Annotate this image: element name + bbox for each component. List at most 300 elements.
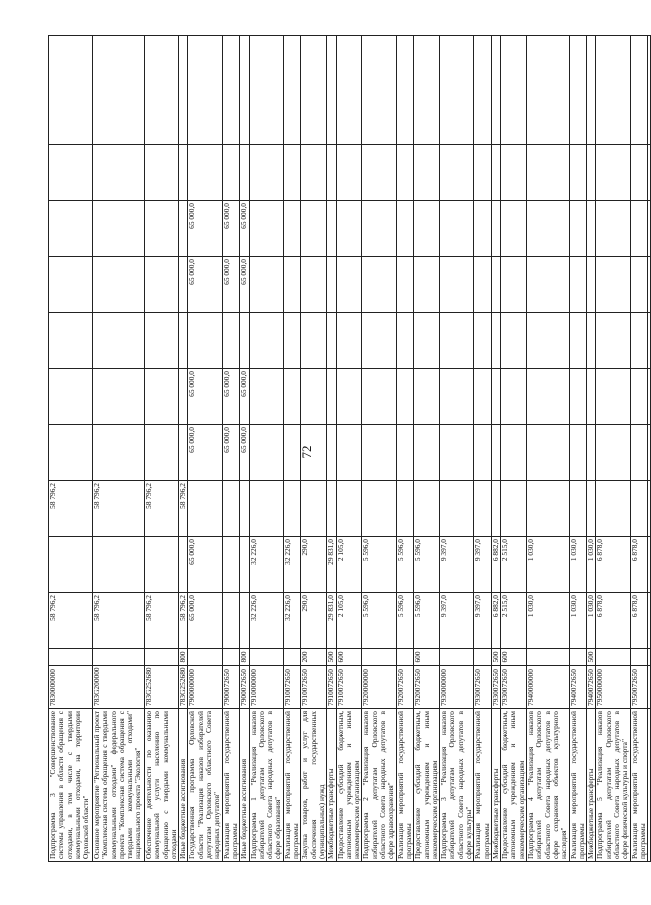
cell-c4 [474, 425, 492, 481]
table-row [249, 36, 283, 862]
cell-code: 7930072650 [474, 666, 492, 709]
cell-c2: 5 596,0 [414, 537, 440, 593]
cell-c7: 65 000,0 [188, 257, 222, 313]
cell-c3 [440, 481, 474, 537]
cell-blank [474, 36, 492, 145]
cell-c3 [240, 481, 249, 537]
table-row [283, 36, 301, 862]
cell-c4 [396, 425, 414, 481]
cell-c7 [327, 257, 336, 313]
cell-c7 [414, 257, 440, 313]
cell-code: 7910072650 [283, 666, 301, 709]
cell-c2: 6 878,0 [630, 537, 648, 593]
cell-c2: 1 030,0 [587, 537, 596, 593]
cell-blank [327, 36, 336, 145]
cell-c4 [569, 425, 587, 481]
cell-blank [587, 36, 596, 145]
cell-c4 [301, 425, 327, 481]
cell-c2 [145, 537, 179, 593]
cell-c6 [301, 313, 327, 369]
cell-blank [648, 481, 651, 537]
cell-c6 [240, 313, 249, 369]
cell-blank [188, 36, 222, 145]
cell-c1: 58 796,2 [145, 593, 179, 649]
cell-code: 7950072650 [630, 666, 648, 709]
cell-c3 [474, 481, 492, 537]
cell-c8 [249, 201, 283, 257]
cell-c1: 58 796,2 [49, 593, 93, 649]
cell-c9 [179, 145, 188, 201]
cell-blank [491, 36, 500, 145]
cell-blank [596, 36, 630, 145]
cell-c9 [527, 145, 569, 201]
cell-c3 [301, 481, 327, 537]
cell-c6 [249, 313, 283, 369]
cell-c9 [630, 145, 648, 201]
cell-c8 [145, 201, 179, 257]
cell-c5 [414, 369, 440, 425]
cell-c2: 2 105,0 [336, 537, 362, 593]
cell-c7 [396, 257, 414, 313]
cell-c4 [527, 425, 569, 481]
cell-c6 [527, 313, 569, 369]
cell-c5 [474, 369, 492, 425]
cell-c7 [501, 257, 527, 313]
cell-c9 [301, 145, 327, 201]
cell-name: Реализация мероприятий государственной программы [222, 709, 240, 862]
cell-name: Межбюджетные трансферты [327, 709, 336, 862]
cell-c4: 65 000,0 [188, 425, 222, 481]
cell-vr [474, 649, 492, 666]
cell-blank [222, 36, 240, 145]
cell-name: Подпрограмма 5 "Реализация наказов избирателей депутатам Орловского областного Совета народных депутатов в сфере физической культуры и спорта" [596, 709, 630, 862]
cell-c2: 9 397,0 [474, 537, 492, 593]
cell-c4 [145, 425, 179, 481]
cell-c8: 65 000,0 [188, 201, 222, 257]
cell-c7 [362, 257, 396, 313]
cell-vr: 800 [240, 649, 249, 666]
cell-vr [145, 649, 179, 666]
cell-c1: 5 596,0 [396, 593, 414, 649]
cell-c1: 32 226,0 [283, 593, 301, 649]
cell-c1: 1 030,0 [587, 593, 596, 649]
cell-c5 [569, 369, 587, 425]
cell-code: 7920072650 [396, 666, 414, 709]
cell-c1: 5 596,0 [362, 593, 396, 649]
cell-blank [648, 313, 651, 369]
cell-code: 7930000000 [440, 666, 474, 709]
cell-c5 [362, 369, 396, 425]
cell-c4 [283, 425, 301, 481]
cell-c8: 65 000,0 [222, 201, 240, 257]
cell-vr [569, 649, 587, 666]
cell-code: 783G252680 [179, 666, 188, 709]
cell-c6 [179, 313, 188, 369]
cell-blank [440, 36, 474, 145]
cell-c3 [336, 481, 362, 537]
cell-c6 [93, 313, 145, 369]
cell-c1 [222, 593, 240, 649]
cell-vr: 600 [336, 649, 362, 666]
table-row [527, 36, 569, 862]
cell-vr [283, 649, 301, 666]
cell-code: 7920000000 [362, 666, 396, 709]
cell-c1: 1 030,0 [569, 593, 587, 649]
cell-c9 [249, 145, 283, 201]
cell-vr: 600 [501, 649, 527, 666]
cell-c3 [596, 481, 630, 537]
cell-c9 [336, 145, 362, 201]
cell-c1: 6 882,0 [491, 593, 500, 649]
cell-c2: 32 226,0 [249, 537, 283, 593]
table-row [396, 36, 414, 862]
budget-table [48, 35, 651, 862]
cell-c7 [145, 257, 179, 313]
cell-vr: 200 [301, 649, 327, 666]
table-row [301, 36, 327, 862]
cell-c9 [222, 145, 240, 201]
cell-c7 [596, 257, 630, 313]
cell-c5 [587, 369, 596, 425]
cell-c9 [501, 145, 527, 201]
cell-c1: 290,0 [301, 593, 327, 649]
cell-blank [527, 36, 569, 145]
cell-c2: 290,0 [301, 537, 327, 593]
cell-c6 [222, 313, 240, 369]
cell-c1: 58 796,2 [179, 593, 188, 649]
cell-c5: 65 000,0 [240, 369, 249, 425]
cell-c6 [474, 313, 492, 369]
cell-c2: 29 831,0 [327, 537, 336, 593]
cell-c8 [336, 201, 362, 257]
cell-c4 [596, 425, 630, 481]
cell-c3 [283, 481, 301, 537]
cell-code: 7830000000 [49, 666, 93, 709]
cell-c4 [249, 425, 283, 481]
cell-blank [648, 201, 651, 257]
table-row [474, 36, 492, 862]
cell-c6 [596, 313, 630, 369]
table-row [336, 36, 362, 862]
cell-c3 [630, 481, 648, 537]
cell-c3: 58 796,2 [93, 481, 145, 537]
cell-c8 [283, 201, 301, 257]
cell-c8 [93, 201, 145, 257]
cell-c1: 32 226,0 [249, 593, 283, 649]
cell-c7 [474, 257, 492, 313]
rotated-page [48, 36, 647, 862]
cell-c5 [596, 369, 630, 425]
cell-code: 7930072650 [491, 666, 500, 709]
cell-c7 [527, 257, 569, 313]
cell-c5: 65 000,0 [222, 369, 240, 425]
cell-blank [648, 709, 651, 862]
page-number: 72 [299, 445, 314, 459]
cell-c5 [336, 369, 362, 425]
cell-name: Реализация мероприятий государственной программы [474, 709, 492, 862]
cell-c1: 9 397,0 [440, 593, 474, 649]
cell-vr [49, 649, 93, 666]
cell-vr [596, 649, 630, 666]
cell-c7: 65 000,0 [240, 257, 249, 313]
table-row [240, 36, 249, 862]
cell-blank [648, 369, 651, 425]
cell-c2: 9 397,0 [440, 537, 474, 593]
cell-c3 [327, 481, 336, 537]
cell-blank [249, 36, 283, 145]
cell-c6 [336, 313, 362, 369]
cell-c5: 65 000,0 [188, 369, 222, 425]
cell-c1: 58 796,2 [93, 593, 145, 649]
cell-c5 [327, 369, 336, 425]
cell-c2 [49, 537, 93, 593]
cell-c5 [301, 369, 327, 425]
cell-code: 783G252680 [145, 666, 179, 709]
cell-name: Закупка товаров, работ и услуг для обеспечения государственных (муниципальных) нужд [301, 709, 327, 862]
cell-blank [648, 537, 651, 593]
cell-c7 [93, 257, 145, 313]
cell-c9 [596, 145, 630, 201]
cell-c3 [222, 481, 240, 537]
cell-name: Реализация мероприятий государственной программы [630, 709, 648, 862]
cell-c3 [396, 481, 414, 537]
cell-c1: 6 878,0 [596, 593, 630, 649]
cell-c9 [327, 145, 336, 201]
table-row [440, 36, 474, 862]
cell-c8 [527, 201, 569, 257]
table-row [596, 36, 630, 862]
cell-c7 [301, 257, 327, 313]
cell-c2: 5 596,0 [362, 537, 396, 593]
cell-c6 [396, 313, 414, 369]
cell-blank [630, 36, 648, 145]
cell-c7 [440, 257, 474, 313]
cell-vr: 500 [491, 649, 500, 666]
cell-c9 [362, 145, 396, 201]
cell-blank [648, 666, 651, 709]
cell-c4 [587, 425, 596, 481]
cell-name: Реализация мероприятий государственной программы [569, 709, 587, 862]
table-row [93, 36, 145, 862]
cell-vr [630, 649, 648, 666]
cell-c6 [327, 313, 336, 369]
cell-c2: 6 882,0 [491, 537, 500, 593]
cell-name: Государственная программа Орловской области "Реализация наказов избирателей депутатам Орловского областного Совета народных депутатов" [188, 709, 222, 862]
cell-blank [145, 36, 179, 145]
cell-c1: 6 878,0 [630, 593, 648, 649]
cell-code: 7920072650 [414, 666, 440, 709]
cell-name: Подпрограмма 1 "Реализация наказов избирателей депутатам Орловского областного Совета народных депутатов в сфере образования" [249, 709, 283, 862]
cell-name: Подпрограмма 3 "Реализация наказов избирателей депутатам Орловского областного Совета народных депутатов в сфере культуры" [440, 709, 474, 862]
cell-name: Основное мероприятие "Региональный проект "Комплексная система обращения с твердыми коммунальными отходами" федерального проекта "Комплексная система обращения с твердыми коммунальными отходами" национального проекта "Экология" [93, 709, 145, 862]
cell-c6 [569, 313, 587, 369]
table-row [145, 36, 179, 862]
cell-c2 [93, 537, 145, 593]
cell-c2: 5 596,0 [396, 537, 414, 593]
cell-c3 [587, 481, 596, 537]
cell-c4 [93, 425, 145, 481]
cell-name: Иные бюджетные ассигнования [240, 709, 249, 862]
cell-c8 [362, 201, 396, 257]
cell-blank [49, 36, 93, 145]
cell-c9 [145, 145, 179, 201]
cell-c8 [327, 201, 336, 257]
cell-blank [179, 36, 188, 145]
cell-vr: 600 [414, 649, 440, 666]
table-row [49, 36, 93, 862]
cell-code: 7910072650 [301, 666, 327, 709]
cell-c8 [569, 201, 587, 257]
cell-code: 7930072650 [501, 666, 527, 709]
cell-blank [283, 36, 301, 145]
cell-code: 7940000000 [527, 666, 569, 709]
cell-c8 [49, 201, 93, 257]
table-row [222, 36, 240, 862]
cell-name: Предоставление субсидий бюджетным, автономным учреждениям и иным некоммерческим организациям [336, 709, 362, 862]
cell-code: 783G200000 [93, 666, 145, 709]
cell-c4 [440, 425, 474, 481]
cell-vr [249, 649, 283, 666]
cell-name: Подпрограмма 4 "Реализация наказов избирателей депутатам Орловского областного Совета народных депутатов в сфере сохранения объектов культурного наследия" [527, 709, 569, 862]
cell-c3 [188, 481, 222, 537]
table-row [569, 36, 587, 862]
cell-c1: 1 030,0 [527, 593, 569, 649]
cell-code: 7950000000 [596, 666, 630, 709]
cell-c6 [145, 313, 179, 369]
cell-code: 7910072650 [327, 666, 336, 709]
cell-c3: 58 796,2 [49, 481, 93, 537]
cell-c1: 65 000,0 [188, 593, 222, 649]
cell-c7 [491, 257, 500, 313]
cell-c6 [491, 313, 500, 369]
cell-c3 [491, 481, 500, 537]
cell-name: Подпрограмма 2 "Реализация наказов избирателей депутатам Орловского областного Совета народных депутатов в сфере здравоохранения" [362, 709, 396, 862]
cell-c7 [630, 257, 648, 313]
cell-c1: 9 397,0 [474, 593, 492, 649]
cell-blank [648, 145, 651, 201]
cell-c6 [587, 313, 596, 369]
cell-c8 [396, 201, 414, 257]
cell-c4 [630, 425, 648, 481]
cell-c6 [501, 313, 527, 369]
cell-c5 [527, 369, 569, 425]
cell-c3 [362, 481, 396, 537]
cell-vr [93, 649, 145, 666]
cell-blank [501, 36, 527, 145]
cell-c4: 65 000,0 [240, 425, 249, 481]
cell-code: 7940072650 [587, 666, 596, 709]
cell-c5 [49, 369, 93, 425]
cell-c2: 1 030,0 [569, 537, 587, 593]
cell-blank [362, 36, 396, 145]
cell-c6 [283, 313, 301, 369]
cell-c5 [396, 369, 414, 425]
cell-name: Иные бюджетные ассигнования [179, 709, 188, 862]
cell-blank [648, 649, 651, 666]
cell-c8 [440, 201, 474, 257]
cell-vr [362, 649, 396, 666]
cell-c7 [283, 257, 301, 313]
cell-c9 [93, 145, 145, 201]
cell-c5 [501, 369, 527, 425]
cell-c8 [414, 201, 440, 257]
cell-name: Межбюджетные трансферты [587, 709, 596, 862]
cell-c8 [630, 201, 648, 257]
cell-c3 [501, 481, 527, 537]
cell-name: Предоставление субсидий бюджетным, автономным учреждениям и иным некоммерческим организациям [414, 709, 440, 862]
cell-c1: 29 831,0 [327, 593, 336, 649]
cell-c6 [630, 313, 648, 369]
cell-c2: 32 226,0 [283, 537, 301, 593]
cell-c6 [414, 313, 440, 369]
cell-name: Реализация мероприятий государственной программы [396, 709, 414, 862]
cell-c8 [491, 201, 500, 257]
cell-c1: 2 105,0 [336, 593, 362, 649]
cell-c9 [491, 145, 500, 201]
cell-c4 [49, 425, 93, 481]
cell-code: 7900072650 [222, 666, 240, 709]
cell-vr [188, 649, 222, 666]
cell-c4 [336, 425, 362, 481]
cell-c8 [587, 201, 596, 257]
cell-c4 [491, 425, 500, 481]
cell-c8 [301, 201, 327, 257]
cell-vr [440, 649, 474, 666]
cell-c9 [414, 145, 440, 201]
cell-c5 [145, 369, 179, 425]
cell-code: 7940072650 [569, 666, 587, 709]
cell-c9 [396, 145, 414, 201]
cell-c6 [188, 313, 222, 369]
cell-c4 [327, 425, 336, 481]
cell-blank [240, 36, 249, 145]
table-row [630, 36, 648, 862]
cell-c5 [249, 369, 283, 425]
table-row-blank [648, 36, 651, 862]
cell-c9 [569, 145, 587, 201]
cell-c1 [240, 593, 249, 649]
table-row [501, 36, 527, 862]
cell-c8 [596, 201, 630, 257]
cell-code: 7900000000 [188, 666, 222, 709]
cell-vr [527, 649, 569, 666]
cell-c3 [414, 481, 440, 537]
cell-c4 [501, 425, 527, 481]
cell-c9 [283, 145, 301, 201]
table-row [414, 36, 440, 862]
cell-c6 [440, 313, 474, 369]
cell-vr [222, 649, 240, 666]
cell-name: Подпрограмма 3 "Совершенствование системы управления в области обращения с отходами, в том числе с твердыми коммунальными отходами, на территории Орловской области" [49, 709, 93, 862]
cell-c4 [414, 425, 440, 481]
cell-c2 [222, 537, 240, 593]
cell-blank [396, 36, 414, 145]
cell-blank [648, 425, 651, 481]
cell-c2 [240, 537, 249, 593]
cell-c8 [474, 201, 492, 257]
cell-c7 [336, 257, 362, 313]
cell-name: Обеспечение деятельности по оказанию коммунальной услуги населению по обращению с твердыми коммунальными отходами [145, 709, 179, 862]
cell-c9 [188, 145, 222, 201]
cell-blank [93, 36, 145, 145]
cell-blank [336, 36, 362, 145]
table-body [49, 36, 651, 862]
cell-c2: 1 030,0 [527, 537, 569, 593]
cell-blank [414, 36, 440, 145]
cell-c3 [249, 481, 283, 537]
cell-c6 [49, 313, 93, 369]
cell-c5 [491, 369, 500, 425]
